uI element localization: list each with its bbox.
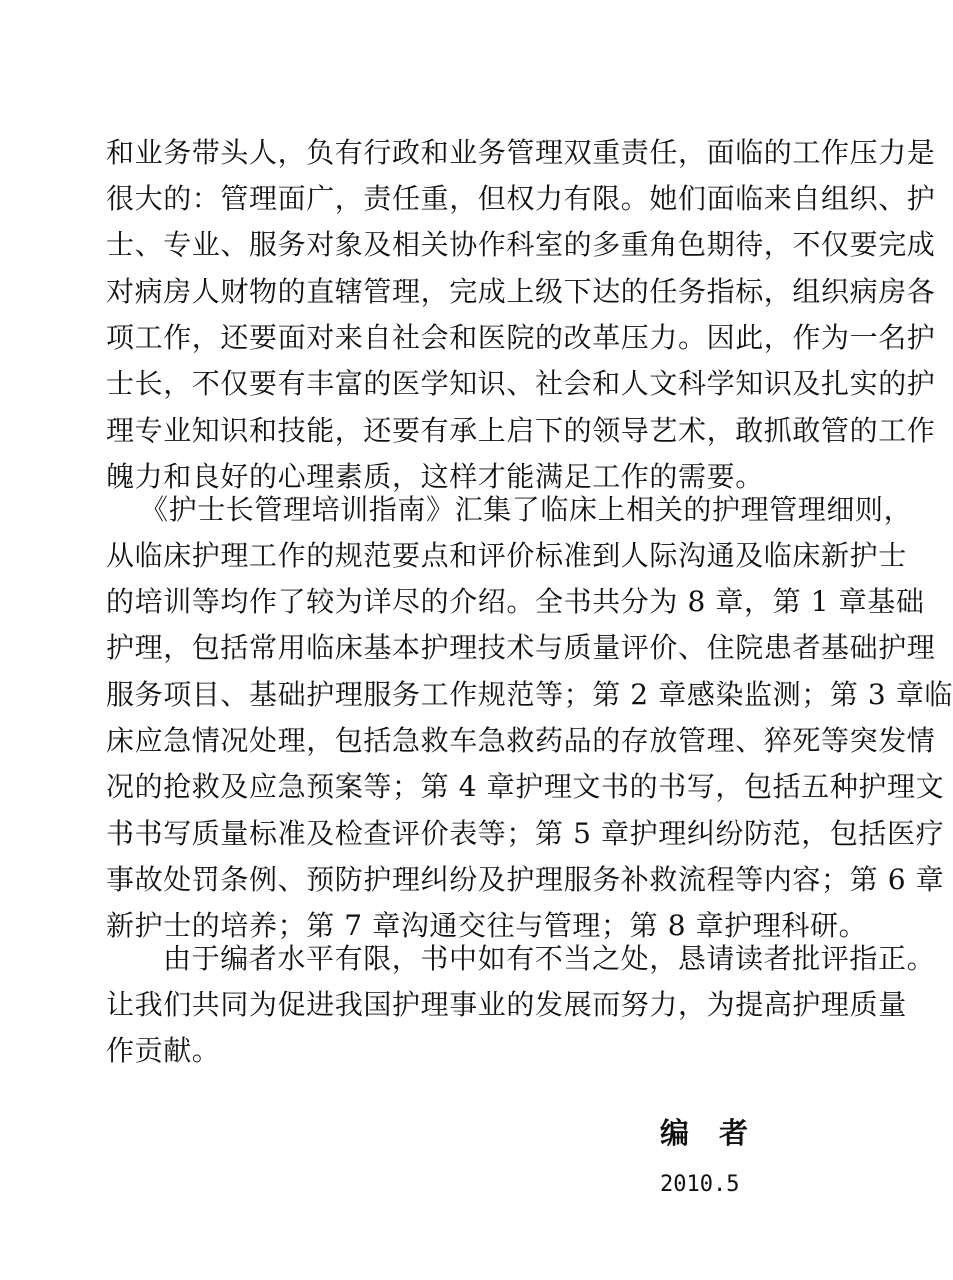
paragraph-2-line-8: 书书写质量标准及检查评价表等；第 5 章护理纠纷防范，包括医疗 [106,817,945,850]
paragraph-2-line-3: 的培训等均作了较为详尽的介绍。全书共分为 8 章，第 1 章基础 [106,585,925,618]
paragraph-1-line-3: 士、专业、服务对象及相关协作科室的多重角色期待，不仅要完成 [106,228,936,261]
paragraph-2-line-1: 《护士长管理培训指南》汇集了临床上相关的护理管理细则， [140,493,913,526]
paragraph-2-line-7: 况的抢救及应急预案等；第 4 章护理文书的书写，包括五种护理文 [106,770,945,803]
paragraph-1-line-2: 很大的：管理面广，责任重，但权力有限。她们面临来自组织、护 [106,182,936,215]
editor-signature: 编者 [660,1116,779,1150]
paragraph-1-line-6: 士长，不仅要有丰富的医学知识、社会和人文科学知识及扎实的护 [106,367,936,400]
paragraph-1-line-7: 理专业知识和技能，还要有承上启下的领导艺术，敢抓敢管的工作 [106,414,936,447]
paragraph-2-line-6: 床应急情况处理，包括急救车急救药品的存放管理、猝死等突发情 [106,724,936,757]
paragraph-1-line-8: 魄力和良好的心理素质，这样才能满足工作的需要。 [106,460,764,493]
paragraph-3-line-2: 让我们共同为促进我国护理事业的发展而努力，为提高护理质量 [106,988,907,1021]
paragraph-1-line-1: 和业务带头人，负有行政和业务管理双重责任，面临的工作压力是 [106,136,936,169]
paragraph-1-line-4: 对病房人财物的直辖管理，完成上级下达的任务指标，组织病房各 [106,275,936,308]
paragraph-2-line-5: 服务项目、基础护理服务工作规范等；第 2 章感染监测；第 3 章临 [106,678,953,711]
paragraph-3-line-3: 作贡献。 [106,1034,221,1067]
paragraph-2-line-9: 事故处罚条例、预防护理纠纷及护理服务补救流程等内容；第 6 章 [106,863,945,896]
signature-date: 2010.5 [660,1172,740,1197]
paragraph-2-line-2: 从临床护理工作的规范要点和评价标准到人际沟通及临床新护士 [106,539,907,572]
paragraph-2-line-4: 护理，包括常用临床基本护理技术与质量评价、住院患者基础护理 [106,631,936,664]
paragraph-1-line-5: 项工作，还要面对来自社会和医院的改革压力。因此，作为一名护 [106,321,936,354]
paragraph-2-line-10: 新护士的培养；第 7 章沟通交往与管理；第 8 章护理科研。 [106,909,868,942]
paragraph-3-line-1: 由于编者水平有限，书中如有不当之处，恳请读者批评指正。 [163,942,936,975]
